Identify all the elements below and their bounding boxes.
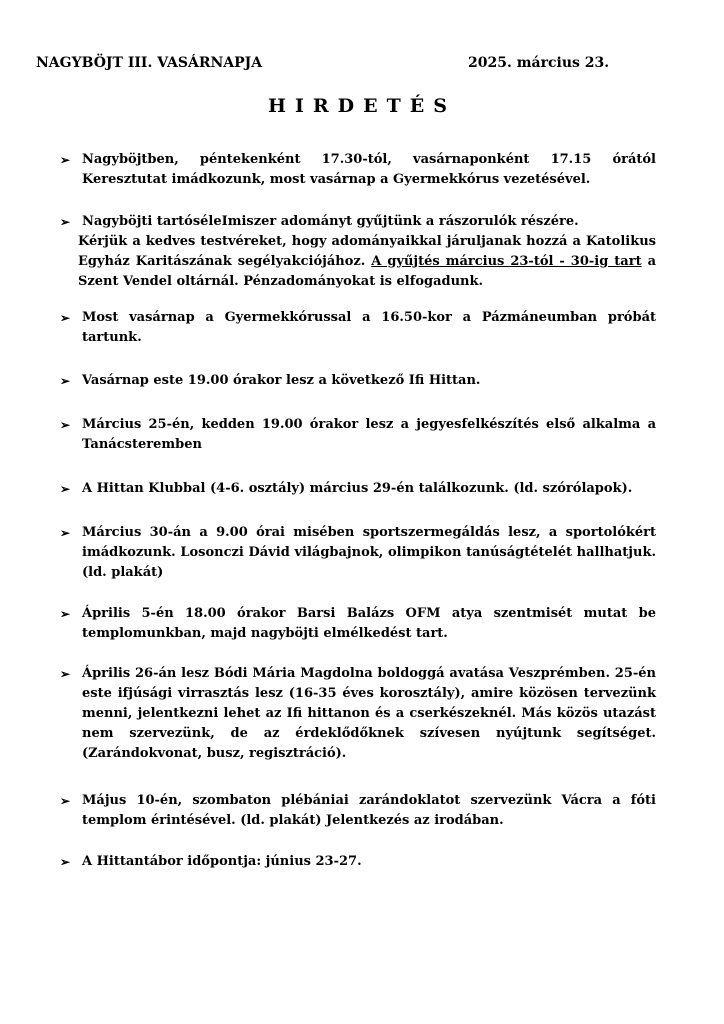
announcement-item [60,150,656,190]
announcement-text: Május 10-én, szombaton plébániai zarándoklatot szervezünk Vácra a fóti templom érintésével. (ld. plakát) Jelentkezés az irodában. [82,793,656,828]
announcement-text: Most vasárnap a Gyermekkórussal a 16.50-kor a Pázmáneumban próbát tartunk. [82,310,656,345]
announcement-text: A Hittan Klubbal (4-6. osztály) március 29-én találkozunk. (ld. szórólapok). [82,481,633,496]
announcement-text: A Hittantábor időpontja: június 23-27. [82,854,362,869]
arrow-bullet-icon: ➢ [60,215,71,229]
announcement-item [60,791,656,831]
header-title: NAGYBÖJT III. VASÁRNAPJA [36,55,263,71]
announcement-text: Nagyböjtben, péntekenként 17.30-tól, vasárnaponként 17.15 órától Keresztutat imádkozunk, most vasárnap a Gyermekkórus vezetésével. [82,152,656,187]
page-title: HIRDETÉS [268,95,456,117]
announcement-text: Vasárnap este 19.00 órakor lesz a következő Ifi Hittan. [82,373,481,388]
announcement-item [60,523,656,583]
announcement-item [60,371,656,391]
announcement-item [60,212,656,232]
arrow-bullet-icon: ➢ [60,418,71,432]
arrow-bullet-icon: ➢ [60,667,71,681]
continuation-text: Kérjük a kedves testvéreket, hogy adományaikkal járuljanak hozzá a Katolikus Egyház Karitászának segélyakciójához. [78,234,656,269]
collection-dates-text: A gyűjtés március 23-tól - 30-ig tart [371,254,642,269]
announcement-continuation [78,232,656,292]
header-date: 2025. március 23. [468,55,610,71]
continuation-text-end: a Szent Vendel oltárnál. Pénzadományokat is elfogadunk. [78,254,656,289]
announcement-text: Március 30-án a 9.00 órai misében sportszermegáldás lesz, a sportolókért imádkozunk. Losonczi Dávid világbajnok, olimpikon tanúságtételét hallhatjuk. (ld. plakát) [82,525,656,580]
announcement-item [60,479,656,499]
arrow-bullet-icon: ➢ [60,374,71,388]
arrow-bullet-icon: ➢ [60,794,71,808]
announcement-text: Április 26-án lesz Bódi Mária Magdolna boldoggá avatása Veszprémben. 25-én este ifjúsági virrasztás lesz (16-35 éves korosztály), amire közösen tervezünk menni, jelentkezni lehet az Ifi hittanon és a cserkészeknél. Más közös utazást nem szervezünk, de az érdeklődőknek szívesen nyújtunk segítséget. (Zarándokvonat, busz, regisztráció). [82,666,656,761]
announcement-text: Március 25-én, kedden 19.00 órakor lesz a jegyesfelkészítés első alkalma a Tanácsteremben [82,417,656,452]
announcement-text: Április 5-én 18.00 órakor Barsi Balázs OFM atya szentmisét mutat be templomunkban, majd nagyböjti elmélkedést tart. [82,606,656,641]
announcement-item [60,604,656,644]
announcement-item [60,308,656,348]
arrow-bullet-icon: ➢ [60,482,71,496]
arrow-bullet-icon: ➢ [60,855,71,869]
arrow-bullet-icon: ➢ [60,526,71,540]
announcement-item [60,664,656,764]
arrow-bullet-icon: ➢ [60,607,71,621]
announcement-text: Nagyböjti tartóséleImiszer adományt gyűjtünk a rászorulók részére. [82,214,579,229]
announcement-item [60,415,656,455]
arrow-bullet-icon: ➢ [60,153,71,167]
arrow-bullet-icon: ➢ [60,311,71,325]
announcement-item [60,852,656,872]
